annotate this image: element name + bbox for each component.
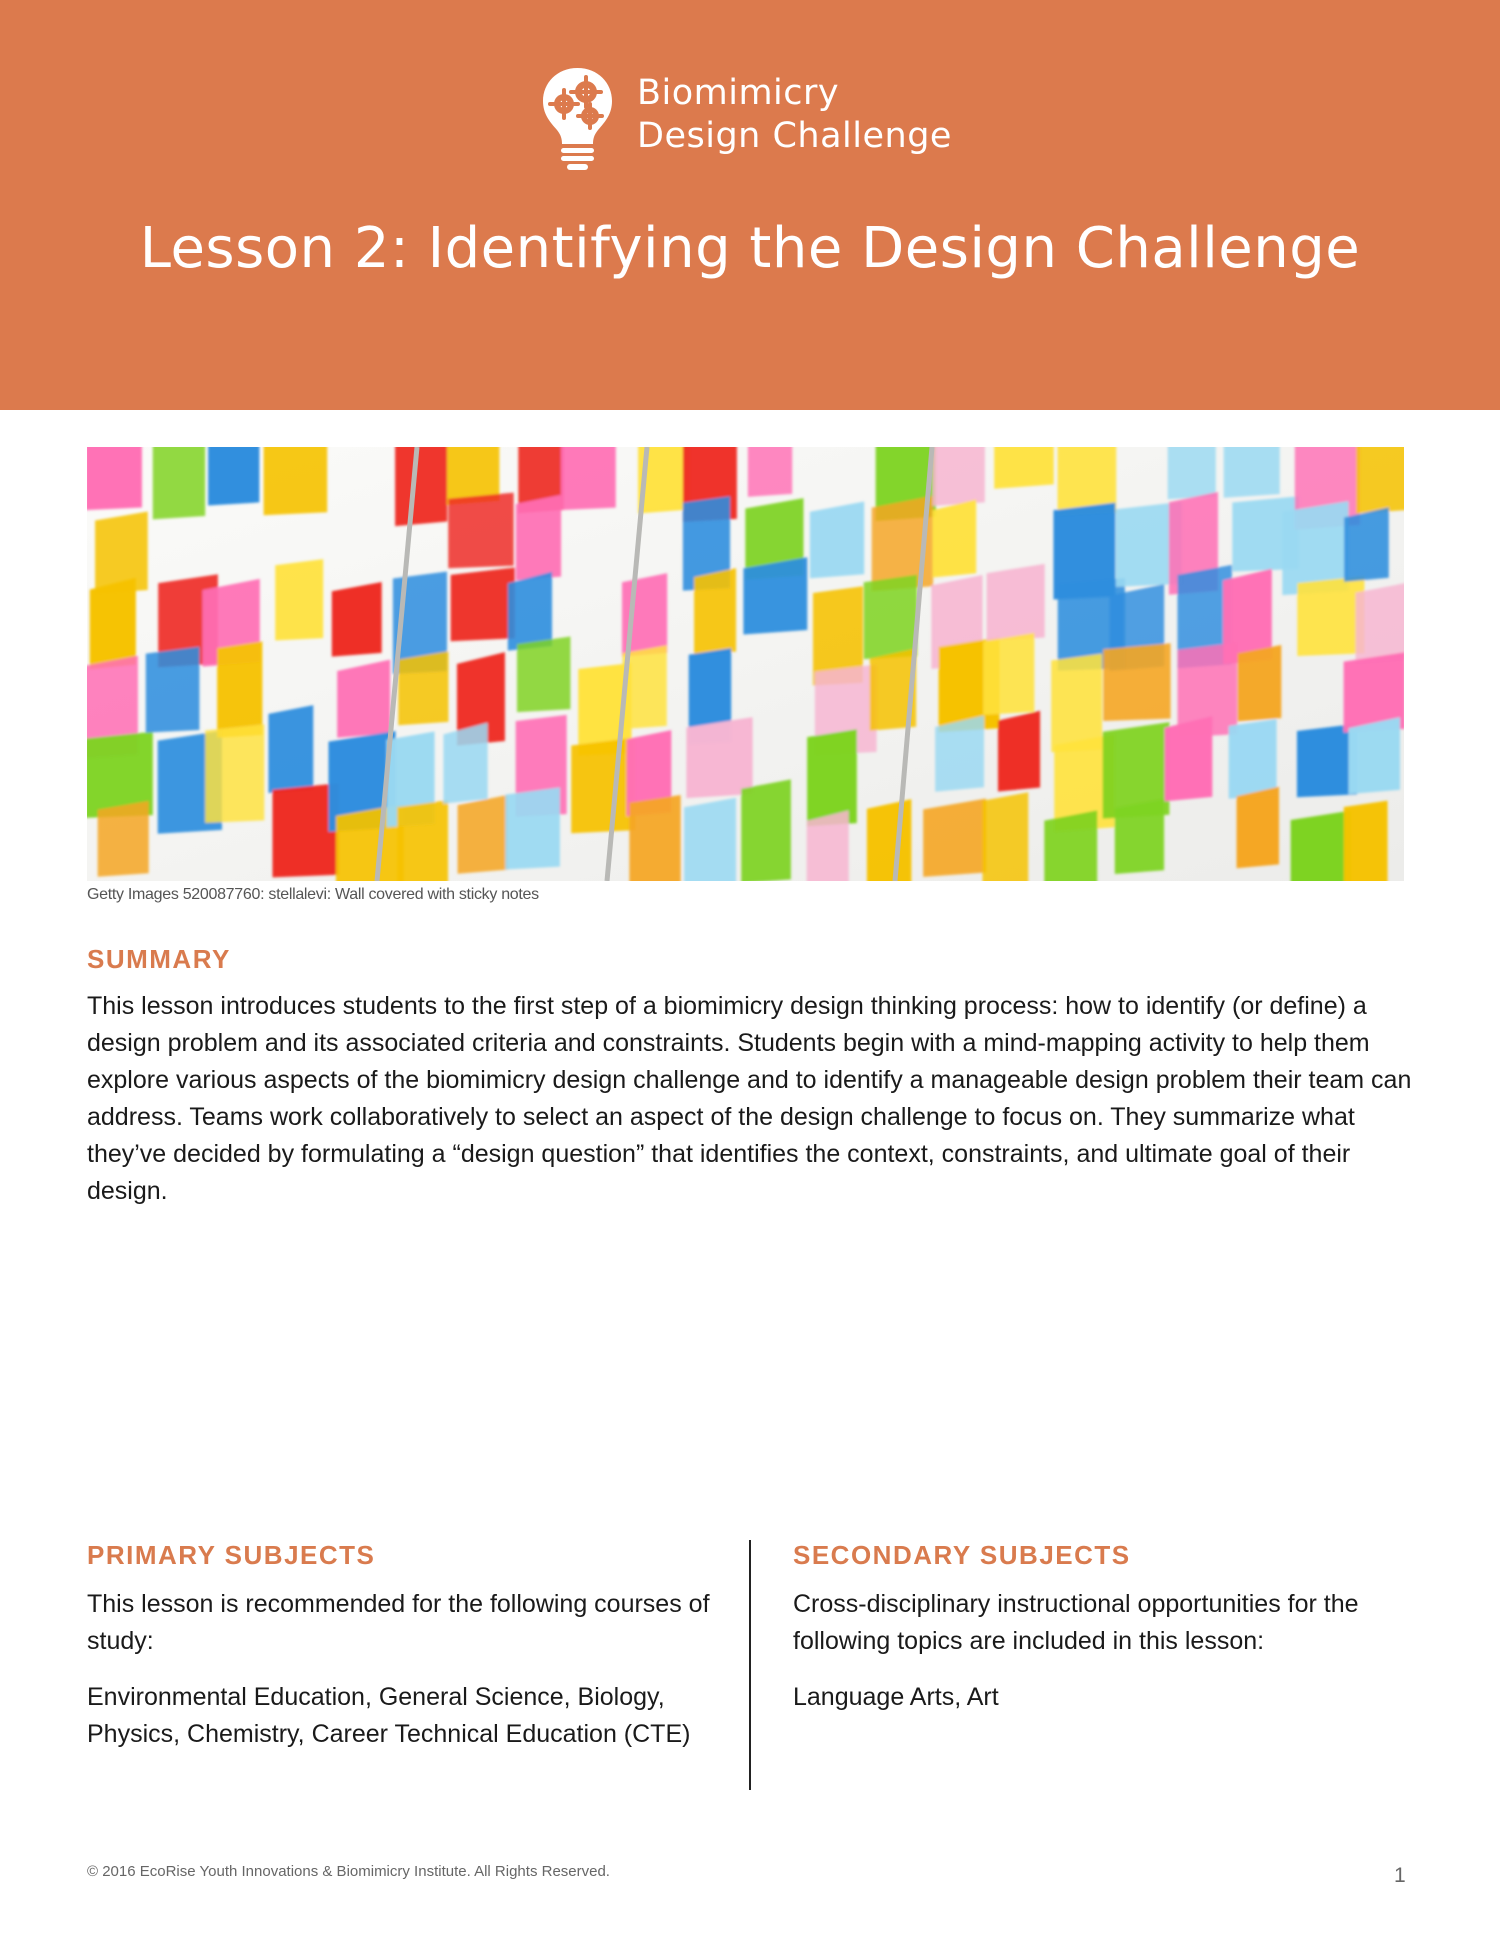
sticky-note [743,557,807,634]
sticky-note [983,633,1034,715]
secondary-subjects-list: Language Arts, Art [793,1683,999,1711]
sticky-note [90,578,136,669]
column-divider [749,1540,751,1790]
lightbulb-gears-icon [540,66,615,172]
primary-subjects-intro: This lesson is recommended for the following courses of study: [87,1590,710,1655]
sticky-note [571,738,635,834]
sticky-note [1349,717,1400,794]
sticky-note [1229,719,1277,799]
sticky-note [935,715,984,791]
header-banner [0,0,1500,410]
sticky-note [98,801,149,877]
sticky-note [1224,447,1280,498]
sticky-note [448,493,513,569]
secondary-subjects-intro: Cross-disciplinary instructional opportunities for the following topics are included in this lesson: [793,1590,1359,1655]
lesson-title: Lesson 2: Identifying the Design Challenge [139,216,1361,281]
sticky-note [1356,581,1404,664]
secondary-subjects-heading: SECONDARY SUBJECTS [793,1540,1131,1570]
sticky-note [807,810,849,881]
sticky-note [268,705,313,793]
sticky-note [1044,810,1097,881]
photo-caption: Getty Images 520087760: stellalevi: Wall covered with sticky notes [87,886,539,903]
sticky-notes-photo [87,447,1404,881]
sticky-note [337,660,390,738]
sticky-note [1297,724,1357,798]
primary-subjects-list: Environmental Education, General Science, Biology, Physics, Chemistry, Career Technical Education (CTE) [87,1683,691,1748]
sticky-note [748,447,792,497]
sticky-notes-image [87,447,1404,881]
sticky-note [987,564,1045,641]
sticky-note [1344,801,1388,881]
sticky-note [810,501,864,578]
sticky-note [932,447,984,506]
sticky-note [1237,787,1279,869]
sticky-note [684,798,736,881]
primary-subjects-heading: PRIMARY SUBJECTS [87,1540,376,1570]
sticky-note [932,499,976,577]
sticky-note [87,447,142,510]
sticky-note [1103,643,1170,721]
page-number: 1 [1394,1864,1406,1887]
sticky-note [208,447,259,505]
sticky-note [807,729,857,826]
sticky-note [1165,716,1213,801]
logo-line-2: Design Challenge [637,116,952,156]
sticky-note [1051,654,1102,753]
sticky-note [982,792,1028,881]
sticky-note [217,641,262,738]
sticky-note [95,512,148,594]
sticky-note [923,799,986,877]
sticky-note [629,795,680,881]
sticky-note [694,568,736,655]
biomimicry-logo [540,66,952,172]
sticky-note [153,447,205,519]
sticky-note [1356,447,1404,514]
sticky-note [741,779,791,881]
sticky-note [1344,507,1389,582]
sticky-note [867,799,911,881]
sticky-note [264,447,328,515]
sticky-note [561,447,616,510]
footer-copyright: © 2016 EcoRise Youth Innovations & Biomimicry Institute. All Rights Reserved. [87,1863,610,1880]
sticky-note [517,637,570,713]
sticky-note [395,447,447,526]
sticky-note [443,723,487,804]
sticky-note [686,717,752,798]
sticky-note [1115,799,1164,874]
sticky-note [998,711,1040,792]
sticky-note [516,495,561,580]
sticky-note [864,575,917,659]
sticky-note [1297,576,1364,656]
sticky-note [458,795,508,874]
summary-text: This lesson introduces students to the first step of a biomimicry design thinking process: how to identify (or define) a design problem and its associated criteria and constraints. Students begin with a mind-mapping activity to help them explore various aspects of the biomimicry design challenge and to identify a manageable design problem their team can address. Teams work collaboratively to select an aspect of the design challenge to focus on. They summarize what they’ve decided by formulating a “design question” that identifies the context, constraints, and ultimate goal of their design. [87,992,1412,1205]
sticky-note [146,647,200,733]
sticky-note [994,447,1054,489]
sticky-note [451,567,515,641]
sticky-note [332,582,382,657]
sticky-note [205,724,264,823]
sticky-note [1168,447,1216,499]
sticky-note [505,787,560,869]
sticky-note [1291,810,1352,881]
sticky-note [398,651,448,725]
sticky-note [275,559,323,640]
sticky-note [508,572,552,651]
logo-line-1: Biomimicry [637,73,840,113]
summary-heading: SUMMARY [87,944,231,974]
sticky-note [397,800,448,881]
sticky-note [1238,645,1282,721]
